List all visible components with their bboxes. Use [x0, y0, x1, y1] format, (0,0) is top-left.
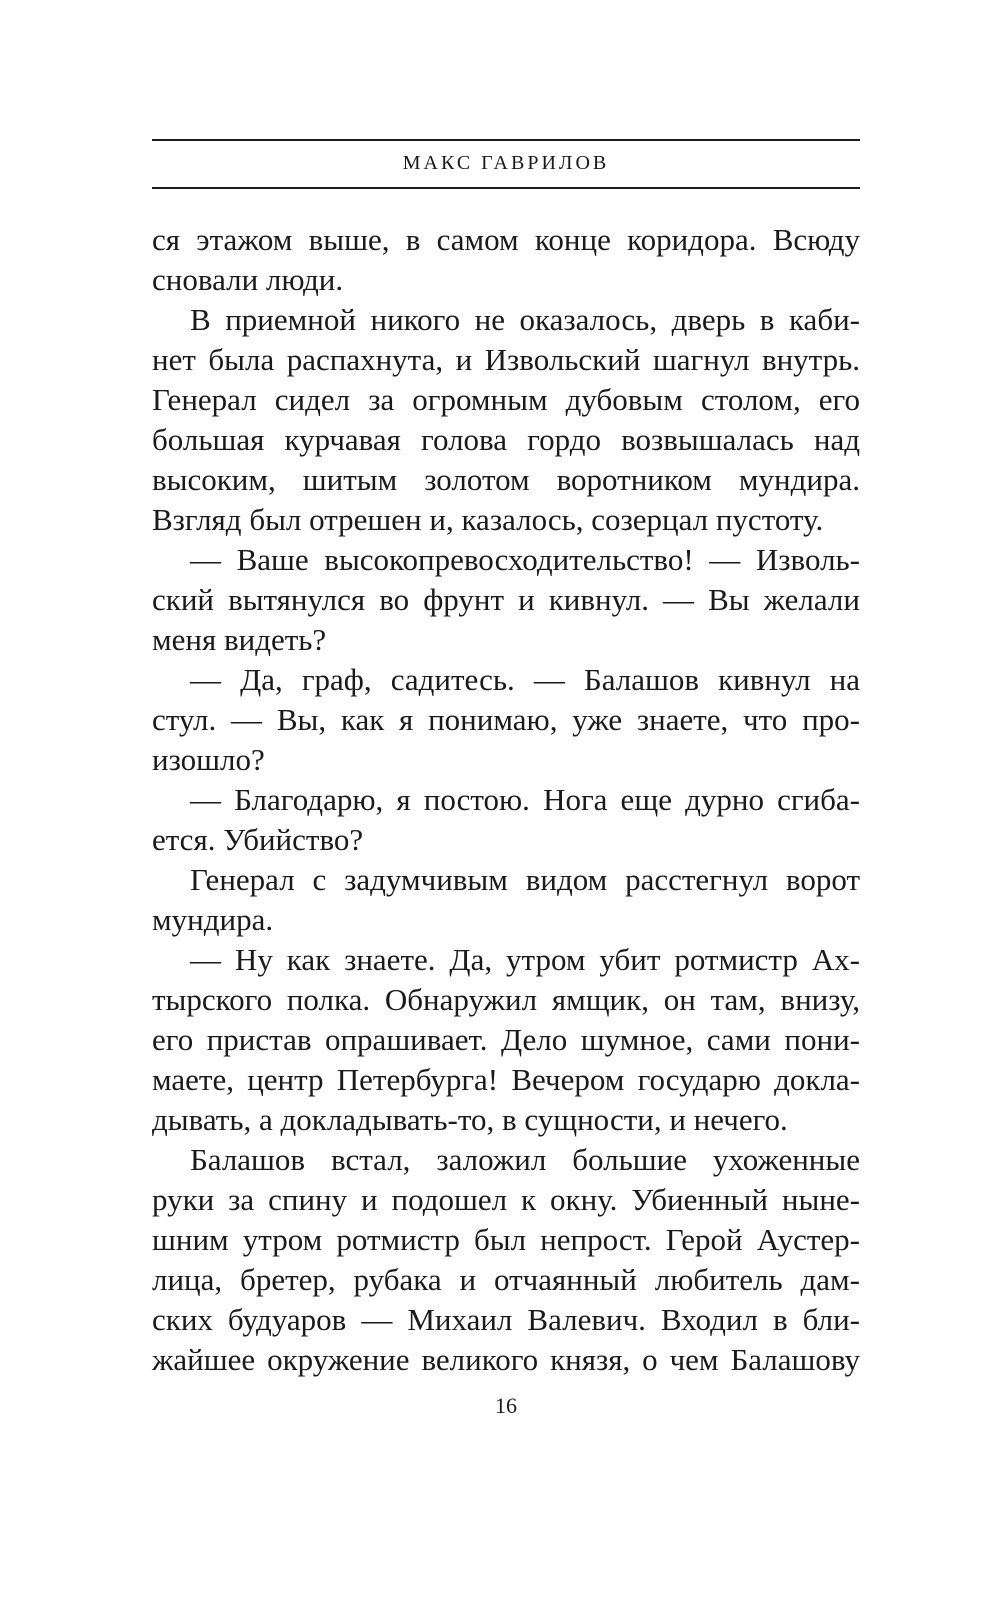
text-line: дывать, а докладывать-то, в сущности, и нечего. — [152, 1102, 788, 1137]
text-line: ется. Убийство? — [152, 822, 364, 857]
text-line: меня видеть? — [152, 622, 327, 657]
text-line: Генерал сидел за огромным дубовым столом, его — [152, 382, 860, 417]
text-line: маете, центр Петербурга! Вечером государю докла- — [152, 1062, 860, 1097]
text-line: — Да, граф, садитесь. — Балашов кивнул на — [190, 662, 860, 697]
text-line: высоким, шитым золотом воротником мундира. — [152, 462, 860, 497]
text-line: сновали люди. — [152, 262, 344, 297]
running-head: МАКС ГАВРИЛОВ — [402, 152, 610, 174]
text-line: тырского полка. Обнаружил ямщик, он там, внизу, — [152, 982, 860, 1017]
page-number: 16 — [495, 1393, 517, 1418]
text-line: шним утром ротмистр был непрост. Герой Аустер- — [152, 1222, 860, 1257]
text-line: — Благодарю, я постою. Нога еще дурно сгиба- — [190, 782, 860, 817]
text-line: Генерал с задумчивым видом расстегнул ворот — [190, 862, 860, 897]
text-line: ских будуаров — Михаил Валевич. Входил в бли- — [152, 1302, 860, 1337]
text-line: — Ваше высокопревосходительство! — Изволь- — [190, 542, 860, 577]
text-line: лица, бретер, рубака и отчаянный любитель дам- — [152, 1262, 860, 1297]
text-line: — Ну как знаете. Да, утром убит ротмистр Ах- — [190, 942, 860, 977]
body-text — [152, 220, 860, 1380]
text-line: его пристав опрашивает. Дело шумное, сами пони- — [152, 1022, 860, 1057]
text-line: изошло? — [152, 742, 265, 777]
text-line: В приемной никого не оказалось, дверь в каби- — [190, 302, 860, 337]
text-line: ся этажом выше, в самом конце коридора. Всюду — [152, 222, 860, 257]
text-line: руки за спину и подошел к окну. Убиенный ныне- — [152, 1182, 860, 1217]
text-line: Балашов встал, заложил большие ухоженные — [190, 1142, 860, 1177]
text-line: нет была распахнута, и Извольский шагнул внутрь. — [152, 342, 860, 377]
text-line: стул. — Вы, как я понимаю, уже знаете, что про- — [152, 702, 860, 737]
header-bottom-rule — [152, 187, 860, 189]
text-line: ский вытянулся во фрунт и кивнул. — Вы желали — [152, 582, 860, 617]
text-line: большая курчавая голова гордо возвышалась над — [152, 422, 860, 457]
header-top-rule — [152, 139, 860, 141]
text-line: Взгляд был отрешен и, казалось, созерцал пустоту. — [152, 502, 824, 537]
text-line: жайшее окружение великого князя, о чем Балашову — [152, 1342, 860, 1377]
text-line: мундира. — [152, 902, 274, 937]
